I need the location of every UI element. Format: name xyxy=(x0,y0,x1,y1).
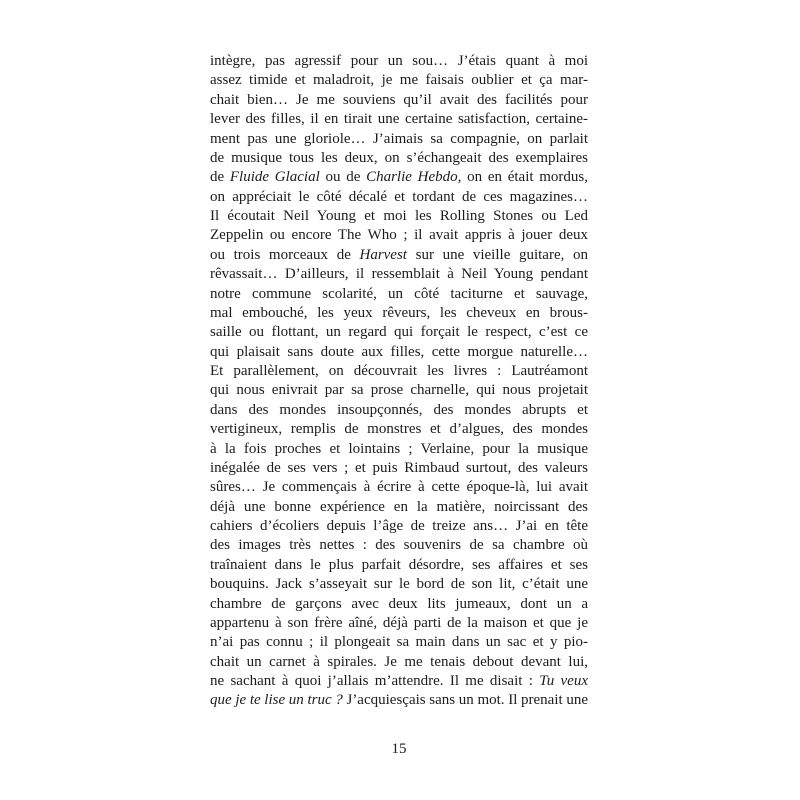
text-line-content xyxy=(210,168,588,187)
text-segment: on appréciait le côté décalé et tordant de ces magazines… xyxy=(210,188,588,205)
text-segment: chait un carnet à spirales. Je me tenais debout devant lui, xyxy=(210,653,588,670)
text-line xyxy=(210,188,588,207)
text-segment: assez timide et maladroit, je me faisais oublier et ça mar- xyxy=(210,72,588,89)
text-segment: intègre, pas agressif pour un sou… J’étais quant à moi xyxy=(210,53,588,69)
text-line xyxy=(210,381,588,400)
text-segment: Zeppelin ou encore The Who ; il avait appris à jouer deux xyxy=(210,227,588,244)
text-segment: à la fois proches et lointains ; Verlaine, pour la musique xyxy=(210,440,588,457)
text-line-content xyxy=(210,691,588,710)
text-segment: bouquins. Jack s’asseyait sur le bord de son lit, c’était une xyxy=(210,576,588,593)
italic-title: Fluide Glacial xyxy=(229,169,320,186)
text-line xyxy=(210,71,588,90)
text-segment: ou trois morceaux de xyxy=(210,246,360,263)
text-line xyxy=(210,52,588,71)
text-line xyxy=(210,672,588,691)
text-segment: qui plaisait sans doute aux filles, cette morgue naturelle… xyxy=(210,343,588,360)
text-segment: ou de xyxy=(319,169,367,186)
text-line xyxy=(210,130,588,149)
text-line xyxy=(210,401,588,420)
text-segment: de xyxy=(210,169,230,186)
page-number: 15 xyxy=(391,741,407,757)
text-line xyxy=(210,343,588,362)
text-segment: ne sachant à quoi j’allais m’attendre. Il me disait : xyxy=(210,673,540,689)
text-line xyxy=(210,440,588,459)
text-line xyxy=(210,323,588,342)
text-segment: cahiers d’écoliers depuis l’âge de treize ans… J’ai en tête xyxy=(210,518,588,534)
text-segment: dans des mondes insoupçonnés, des mondes abrupts et xyxy=(210,401,588,418)
text-line xyxy=(210,265,588,284)
text-line xyxy=(210,362,588,381)
text-segment: traînaient dans le plus parfait désordre, ses affaires et ses xyxy=(210,556,588,573)
text-segment: notre commune scolarité, un côté taciturne et sauvage, xyxy=(210,285,588,302)
text-segment: on en était mordus, xyxy=(461,169,588,186)
text-line xyxy=(210,207,588,226)
text-line xyxy=(210,575,588,594)
text-line xyxy=(210,536,588,555)
text-segment: sûres… Je commençais à écrire à cette époque-là, lui avait xyxy=(210,479,588,496)
text-line xyxy=(210,614,588,633)
text-line xyxy=(210,304,588,323)
italic-speech: que je te lise un truc ? xyxy=(210,692,343,709)
text-segment: ment pas une gloriole… J’aimais sa compagnie, on parlait xyxy=(210,130,588,147)
text-segment: J’acquiesçais sans un mot. Il prenait une xyxy=(342,692,588,709)
italic-title: Harvest xyxy=(359,246,407,263)
text-segment: mal embouché, les yeux rêveurs, les cheveux en brous- xyxy=(210,304,588,321)
text-segment: rêvassait… D’ailleurs, il ressemblait à Neil Young pendant xyxy=(210,266,588,283)
text-segment: inégalée de ses vers ; et puis Rimbaud surtout, des valeurs xyxy=(210,459,588,476)
text-line xyxy=(210,498,588,517)
text-segment: chambre de garçons avec deux lits jumeaux, dont un a xyxy=(210,595,588,612)
text-line-content xyxy=(210,672,588,691)
text-segment: chait bien… Je me souviens qu’il avait des facilités pour xyxy=(210,91,588,108)
text-line xyxy=(210,246,588,265)
text-line xyxy=(210,653,588,672)
text-segment: lever des filles, il en tirait une certaine satisfaction, certaine- xyxy=(210,111,588,128)
text-segment: Il écoutait Neil Young et moi les Rolling Stones ou Led xyxy=(210,208,588,224)
text-line xyxy=(210,168,588,187)
text-line-content xyxy=(210,246,588,265)
text-line xyxy=(210,633,588,652)
text-segment: qui nous enivrait par sa prose charnelle, qui nous projetait xyxy=(210,382,588,399)
body-text xyxy=(210,52,588,711)
text-line xyxy=(210,285,588,304)
text-segment: vertigineux, remplis de monstres et d’algues, des mondes xyxy=(210,421,588,438)
text-segment: Et parallèlement, on découvrait les livres : Lautréamont xyxy=(210,363,588,379)
text-line xyxy=(210,110,588,129)
text-line xyxy=(210,517,588,536)
text-line xyxy=(210,478,588,497)
text-line xyxy=(210,91,588,110)
text-line xyxy=(210,149,588,168)
text-line xyxy=(210,226,588,245)
text-line xyxy=(210,691,588,710)
text-line xyxy=(210,595,588,614)
text-segment: des images très nettes : des souvenirs de sa chambre où xyxy=(210,537,588,554)
text-segment: de musique tous les deux, on s’échangeait des exemplaires xyxy=(210,149,588,166)
text-segment: n’ai pas connu ; il plongeait sa main dans un sac et y pio- xyxy=(210,634,588,651)
italic-speech: Tu veux xyxy=(539,673,588,689)
text-segment: déjà une bonne expérience en la matière, noircissant des xyxy=(210,498,588,515)
text-line xyxy=(210,556,588,575)
text-line xyxy=(210,459,588,478)
text-segment: sur une vieille guitare, on xyxy=(406,246,588,263)
text-segment: appartenu à son frère aîné, déjà parti de la maison et que je xyxy=(210,614,588,631)
text-line xyxy=(210,420,588,439)
text-segment: saille ou flottant, un regard qui forçait le respect, c’est ce xyxy=(210,324,588,341)
italic-title: Charlie Hebdo, xyxy=(366,169,462,186)
